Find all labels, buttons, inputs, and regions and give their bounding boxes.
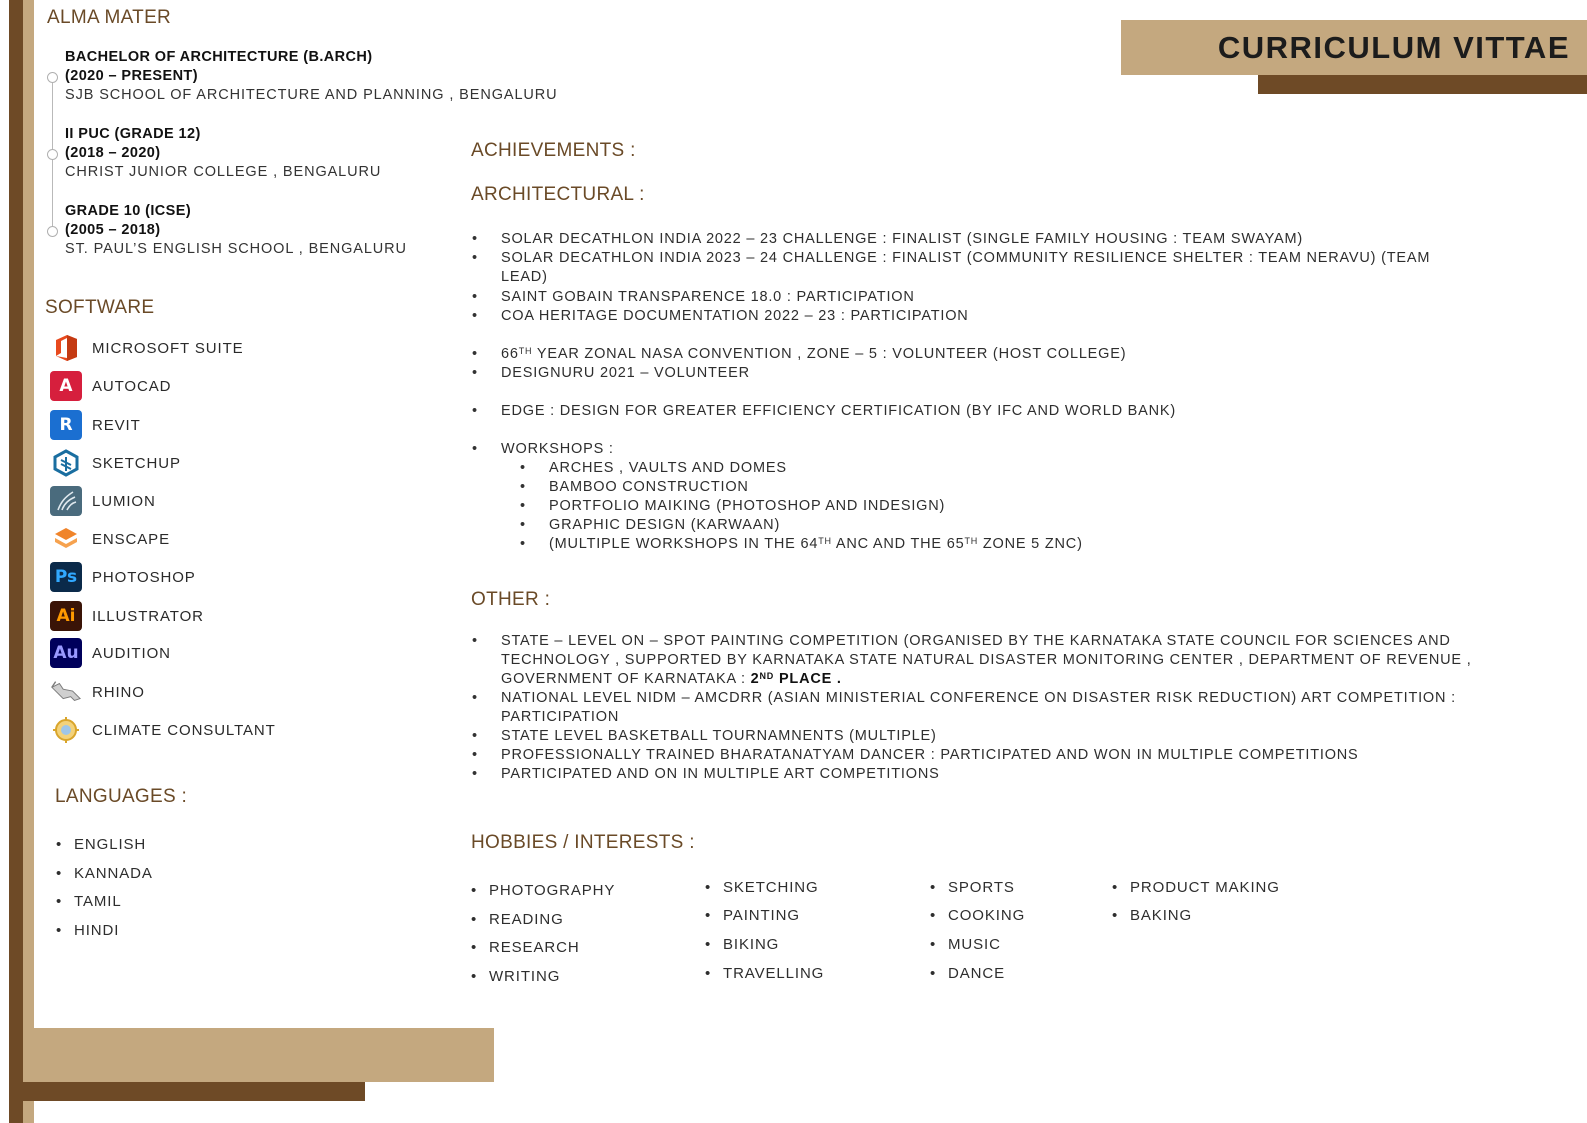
- degree: GRADE 10 (ICSE): [65, 203, 192, 219]
- software-label: REVIT: [92, 416, 141, 434]
- languages-heading: LANGUAGES :: [55, 786, 188, 807]
- software-label: SKETCHUP: [92, 454, 181, 472]
- education-item: [65, 125, 381, 182]
- header-band-dark: [1258, 75, 1587, 94]
- years: (2020 – PRESENT): [65, 68, 198, 84]
- education-item: [65, 202, 407, 259]
- software-item: [50, 676, 145, 708]
- photoshop-icon: Ps: [50, 562, 82, 592]
- workshop-item: • ARCHES , VAULTS AND DOMES: [549, 459, 787, 478]
- software-label: RHINO: [92, 683, 145, 701]
- hobby-item: • SPORTS: [948, 879, 1015, 896]
- hobby-item: • RESEARCH: [489, 939, 580, 956]
- other-item-continued: GOVERNMENT OF KARNATAKA : 2ND PLACE .: [501, 671, 842, 687]
- degree: II PUC (GRADE 12): [65, 126, 201, 142]
- software-label: AUTOCAD: [92, 377, 172, 395]
- other-item-continued: TECHNOLOGY , SUPPORTED BY KARNATAKA STATE NATURAL DISASTER MONITORING CENTER , DEPARTMENT OF REVENUE ,: [501, 652, 1472, 668]
- language-item: • KANNADA: [74, 865, 153, 882]
- achievement-item: • EDGE : DESIGN FOR GREATER EFFICIENCY CERTIFICATION (BY IFC AND WORLD BANK): [501, 402, 1176, 421]
- software-label: ENSCAPE: [92, 530, 170, 548]
- timeline-dot: [47, 72, 58, 83]
- software-label: PHOTOSHOP: [92, 568, 196, 586]
- achievement-item: • SOLAR DECATHLON INDIA 2022 – 23 CHALLENGE : FINALIST (SINGLE FAMILY HOUSING : TEAM SWAYAM): [501, 230, 1303, 249]
- enscape-icon: [50, 524, 82, 554]
- sketchup-icon: [50, 448, 82, 478]
- achievements-heading: ACHIEVEMENTS :: [471, 140, 636, 161]
- other-item: • PARTICIPATED AND ON IN MULTIPLE ART COMPETITIONS: [501, 765, 940, 784]
- audition-icon: Au: [50, 638, 82, 668]
- school: ST. PAUL’S ENGLISH SCHOOL , BENGALURU: [65, 241, 407, 257]
- hobby-item: • PAINTING: [723, 907, 800, 924]
- bottom-band-dark: [23, 1082, 365, 1101]
- left-border-tan: [23, 0, 34, 1123]
- hobby-item: • READING: [489, 911, 564, 928]
- microsoft-office-icon: [50, 333, 82, 363]
- climate-consultant-icon: [50, 715, 82, 745]
- education-heading: ALMA MATER: [47, 7, 172, 28]
- hobby-item: • BIKING: [723, 936, 779, 953]
- software-item: [50, 409, 141, 441]
- software-item: [50, 523, 170, 555]
- workshop-item: • (MULTIPLE WORKSHOPS IN THE 64TH ANC AND THE 65TH ZONE 5 ZNC): [549, 535, 1083, 554]
- revit-icon: R: [50, 410, 82, 440]
- achievement-item: • 66TH YEAR ZONAL NASA CONVENTION , ZONE – 5 : VOLUNTEER (HOST COLLEGE): [501, 345, 1126, 364]
- software-item: [50, 714, 276, 746]
- education-item: [65, 48, 558, 105]
- hobby-item: • COOKING: [948, 907, 1025, 924]
- illustrator-icon: Ai: [50, 601, 82, 631]
- software-item: [50, 447, 181, 479]
- other-item: • NATIONAL LEVEL NIDM – AMCDRR (ASIAN MINISTERIAL CONFERENCE ON DISASTER RISK REDUCTION) ART COMPETITION :: [501, 689, 1456, 708]
- workshop-item: • GRAPHIC DESIGN (KARWAAN): [549, 516, 780, 535]
- timeline-dot: [47, 226, 58, 237]
- achievement-item: • COA HERITAGE DOCUMENTATION 2022 – 23 : PARTICIPATION: [501, 307, 969, 326]
- software-label: ILLUSTRATOR: [92, 607, 204, 625]
- hobbies-heading: HOBBIES / INTERESTS :: [471, 832, 695, 853]
- achievement-item: • DESIGNURU 2021 – VOLUNTEER: [501, 364, 750, 383]
- hobby-item: • PHOTOGRAPHY: [489, 882, 615, 899]
- school: CHRIST JUNIOR COLLEGE , BENGALURU: [65, 164, 382, 180]
- timeline-dot: [47, 149, 58, 160]
- software-label: MICROSOFT SUITE: [92, 339, 244, 357]
- achievement-item-continued: LEAD): [501, 269, 548, 285]
- left-border-dark: [9, 0, 23, 1123]
- page-title: CURRICULUM VITTAE: [1217, 29, 1570, 65]
- workshop-item: • BAMBOO CONSTRUCTION: [549, 478, 749, 497]
- hobby-item: • TRAVELLING: [723, 965, 824, 982]
- software-item: [50, 637, 171, 669]
- workshop-item: • PORTFOLIO MAIKING (PHOTOSHOP AND INDESIGN): [549, 497, 945, 516]
- hobby-item: • WRITING: [489, 968, 560, 985]
- school: SJB SCHOOL OF ARCHITECTURE AND PLANNING , BENGALURU: [65, 87, 558, 103]
- other-item: • PROFESSIONALLY TRAINED BHARATANATYAM DANCER : PARTICIPATED AND WON IN MULTIPLE COMPETITIONS: [501, 746, 1359, 765]
- language-item: • ENGLISH: [74, 836, 146, 853]
- achievement-item: • SAINT GOBAIN TRANSPARENCE 18.0 : PARTICIPATION: [501, 288, 915, 307]
- software-item: [50, 332, 244, 364]
- rhino-icon: [50, 677, 82, 707]
- software-label: AUDITION: [92, 644, 171, 662]
- other-item-continued: PARTICIPATION: [501, 709, 620, 725]
- hobby-item: • DANCE: [948, 965, 1005, 982]
- software-item: [50, 485, 156, 517]
- hobby-item: • SKETCHING: [723, 879, 819, 896]
- lumion-icon: [50, 486, 82, 516]
- achievement-item: • WORKSHOPS :: [501, 440, 614, 459]
- bottom-band-tan: [23, 1028, 494, 1082]
- software-item: [50, 561, 196, 593]
- years: (2005 – 2018): [65, 222, 161, 238]
- hobby-item: • PRODUCT MAKING: [1130, 879, 1280, 896]
- hobby-item: • BAKING: [1130, 907, 1192, 924]
- language-item: • TAMIL: [74, 893, 122, 910]
- software-label: CLIMATE CONSULTANT: [92, 721, 276, 739]
- years: (2018 – 2020): [65, 145, 161, 161]
- software-item: [50, 370, 171, 402]
- other-heading: OTHER :: [471, 589, 551, 610]
- degree: BACHELOR OF ARCHITECTURE (B.ARCH): [65, 49, 373, 65]
- other-item: • STATE LEVEL BASKETBALL TOURNAMNENTS (MULTIPLE): [501, 727, 937, 746]
- language-item: • HINDI: [74, 922, 119, 939]
- software-label: LUMION: [92, 492, 156, 510]
- achievement-item: • SOLAR DECATHLON INDIA 2023 – 24 CHALLENGE : FINALIST (COMMUNITY RESILIENCE SHELTER : TEAM NERAVU) (TEAM: [501, 249, 1430, 268]
- hobby-item: • MUSIC: [948, 936, 1001, 953]
- autocad-icon: A: [50, 371, 82, 401]
- software-heading: SOFTWARE: [45, 297, 155, 318]
- other-item: • STATE – LEVEL ON – SPOT PAINTING COMPETITION (ORGANISED BY THE KARNATAKA STATE COUNCIL FOR SCIENCES AND: [501, 632, 1451, 651]
- architectural-heading: ARCHITECTURAL :: [471, 184, 645, 205]
- software-item: [50, 600, 204, 632]
